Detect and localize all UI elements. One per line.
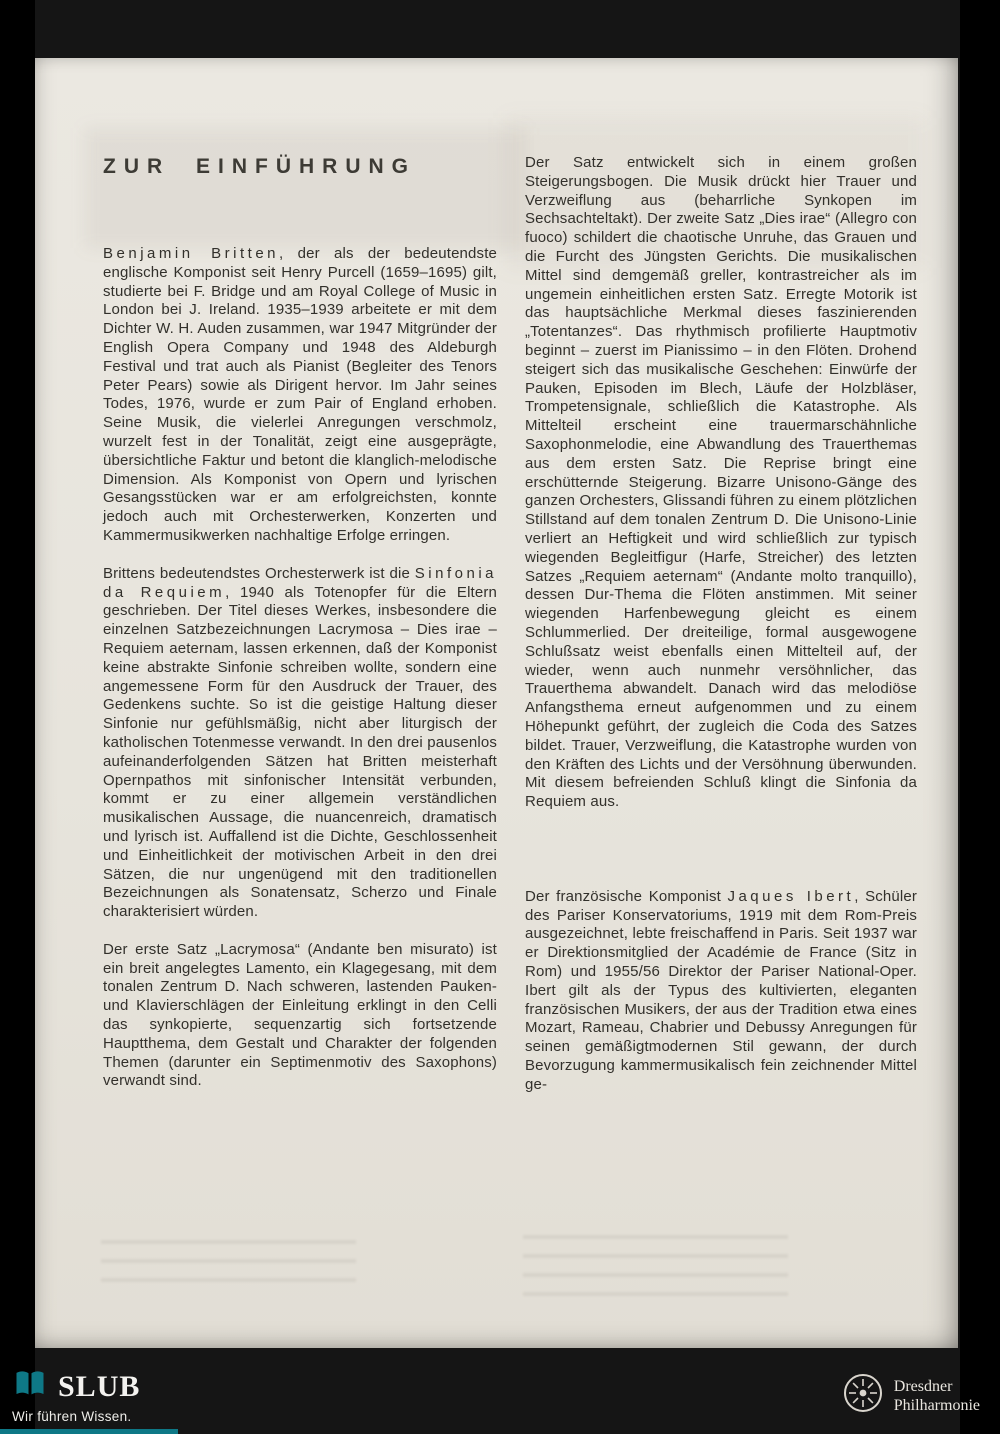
- scan-artifact: [85, 128, 525, 248]
- page-showthrough: [101, 1233, 356, 1295]
- slub-logo-link[interactable]: [12, 1366, 140, 1424]
- slub-logo-row: [12, 1366, 140, 1407]
- page-showthrough: [523, 1228, 788, 1298]
- philharmonie-wordmark: [894, 1377, 980, 1415]
- philharmonie-line1: Dresdner: [893, 1377, 953, 1395]
- slub-tagline: Wir führen Wissen.: [12, 1409, 132, 1424]
- paragraph-movements: Der Satz entwickelt sich in einem großen Steigerungsbogen. Die Musik drückt hier Trauer und Verzweiflung aus (beharrliche Synkopen im Sechsachteltakt). Der zweite Satz „Dies irae“ (Allegro con fuoco) schildert die chaotische Unruhe, das Grauen und die Furcht des Jüngsten Gerichts. Die musikalischen Mittel sind demgemäß greller, kontrastreicher als im ungemein einheitlichen ersten Satz. Erregte Motorik ist das hauptsächliche Merkmal dieses faszinierenden „Totentanzes“. Das rhythmisch profilierte Hauptmotiv beginnt – zuerst im Pianissimo – in den Flöten. Drohend steigert sich das musikalische Geschehen: Einwürfe der Pauken, Episoden im Blech, Läufe der Holzbläser, Trompetensignale, schließlich die Katastrophe. Als Mittelteil erscheint eine trauermarschähnliche Saxophonmelodie, eine Abwandlung des Trauerthemas aus dem ersten Satz. Die Reprise bringt eine erschütternde Steigerung. Bizarre Unisono-Gänge des ganzen Orchesters, Glissandi führen zu einem plötzlichen Stillstand auf dem tonalen Zentrum D. Die Unisono-Linie verliert an Heftigkeit und wird schließlich zur typisch wiegenden Begleitfigur (Harfe, Streicher) des letzten Satzes „Requiem aeternam“ (Andante molto tranquillo), dessen Dur-Thema die Flöten anstimmen. Mit seiner wiegenden Harfenbewegung gleicht es einem Schlummerlied. Der dreiteilige, formal ausgewogene Schlußsatz weist ebenfalls einen Mittelteil auf, der wieder, wenn auch nunmehr versöhnlicher, das Trauerthema abwandelt. Danach wird das melodiöse Anfangsthema erneut aufgenommen und zu einem Höhepunkt geführt, der zugleich die Coda des Satzes bildet. Trauer, Verzweiflung, die Katastrophe wurden von den Kräften des Lichts und der Versöhnung überwunden. Mit diesem befreienden Schluß klingt die Sinfonia da Requiem aus.: [525, 154, 917, 811]
- paragraph-sinfonia: [103, 565, 497, 922]
- philharmonie-line2: Philharmonie: [893, 1396, 980, 1414]
- paragraph-ibert: [525, 888, 917, 1095]
- composer-name-ibert: Jaques Ibert: [727, 887, 855, 905]
- scanned-page: [35, 58, 958, 1348]
- paragraph-lacrymosa: Der erste Satz „Lacrymosa“ (Andante ben misurato) ist ein breit angelegtes Lamento, ein Klagegesang, mit dem tonalen Zentrum D. Nach schweren, lastenden Pauken- und Klavierschlägen der Einleitung erklingt in den Celli das synkopierte, sequenzartig sich fortsetzende Hauptthema, dem Gestalt und Charakter der folgenden Themen (darunter ein Septimenmotiv des Saxophons) verwandt sind.: [103, 940, 497, 1090]
- paragraph-text: Der französische Komponist: [525, 887, 728, 905]
- philharmonie-logo-link[interactable]: [843, 1373, 980, 1418]
- composer-name-britten: Benjamin Britten: [103, 245, 280, 262]
- paragraph-text: , 1940 als Totenopfer für die Eltern geschrieben. Der Titel dieses Werkes, insbesondere die einzelnen Satzbezeichnungen Lacrymosa – Dies irae – Requiem aeternam, lassen erkennen, daß der Komponist keine abstrakte Sinfonie schreiben wollte, sondern eine angemessene Form für den Ausdruck der Trauer, des Gedenkens suchte. So ist die geistige Haltung dieser Sinfonie nur gefühlsmäßig, nicht aber liturgisch der katholischen Totenmesse verwandt. In den drei pausenlos aufeinanderfolgenden Sätzen hat Britten meisterhaft Opernpathos mit sinfonischer Intensität verbunden, kommt er zu einer allgemein verständlichen musikalischen Aussage, die nuancenreich, dramatisch und lyrisch ist. Auffallend ist die Dichte, Geschlossenheit und Einheitlichkeit der motivischen Arbeit in den drei Sätzen, die nur ungenügend mit den traditionellen Bezeichnungen als Sonatensatz, Scherzo und Finale charakterisiert würden.: [103, 583, 497, 921]
- paragraph-text: , der als der bedeutendste englische Komponist seit Henry Purcell (1659–1695) gilt, studierte bei F. Bridge und am Royal College of Music in London bei J. Ireland. 1935–1939 arbeitete er mit dem Dichter W. H. Auden zusammen, war 1947 Mitgründer der English Opera Company und 1948 des Aldeburgh Festival und trat auch als Pianist (Begleiter des Tenors Peter Pears) sowie als Dirigent hervor. Im Jahr seines Todes, 1976, wurde er zum Pair of England erhoben. Seine Musik, die vielerlei Anregungen verschmolz, wurzelt fest in der Tonalität, zeigt eine ausgeprägte, übersichtliche Faktur und betont die klanglich-melodische Dimension. Als Komponist von Opern und lyrischen Gesangsstücken war er am erfolgreichsten, konnte jedoch auch mit Orchesterwerken, Konzerten und Kammermusikwerken nachhaltige Erfolge erringen.: [103, 245, 498, 544]
- page-title: ZUR EINFÜHRUNG: [103, 155, 416, 178]
- slub-accent-bar: [0, 1429, 178, 1434]
- paragraph-text: Brittens bedeutendstes Orchesterwerk ist die: [103, 564, 415, 582]
- viewer-footer: [0, 1348, 1000, 1434]
- work-title-sinfonia: Sinfonia da Requiem: [103, 564, 497, 601]
- philharmonie-starburst-icon: [843, 1373, 883, 1418]
- paragraph-britten-bio: [103, 245, 497, 546]
- open-book-icon: [12, 1366, 48, 1407]
- right-column: [525, 154, 917, 1114]
- left-column: [103, 245, 497, 1110]
- slub-wordmark: SLUB: [58, 1369, 141, 1403]
- paragraph-text: , Schüler des Pariser Konservatoriums, 1919 mit dem Rom-Preis ausgezeichnet, lebte freischaffend in Paris. Seit 1937 war er Direktionsmitglied der Académie de France (Sitz in Rom) und 1955/56 Direktor der Pariser National-Oper. Ibert gilt als der Typus des kultivierten, eleganten französischen Musikers, der aus der Tradition etwa eines Mozart, Rameau, Chabrier und Debussy Anregungen für seinen gemäßigtmodernen Stil gewann, der durch Bevorzugung kammermusikalisch fein zeichnender Mittel ge-: [525, 887, 917, 1093]
